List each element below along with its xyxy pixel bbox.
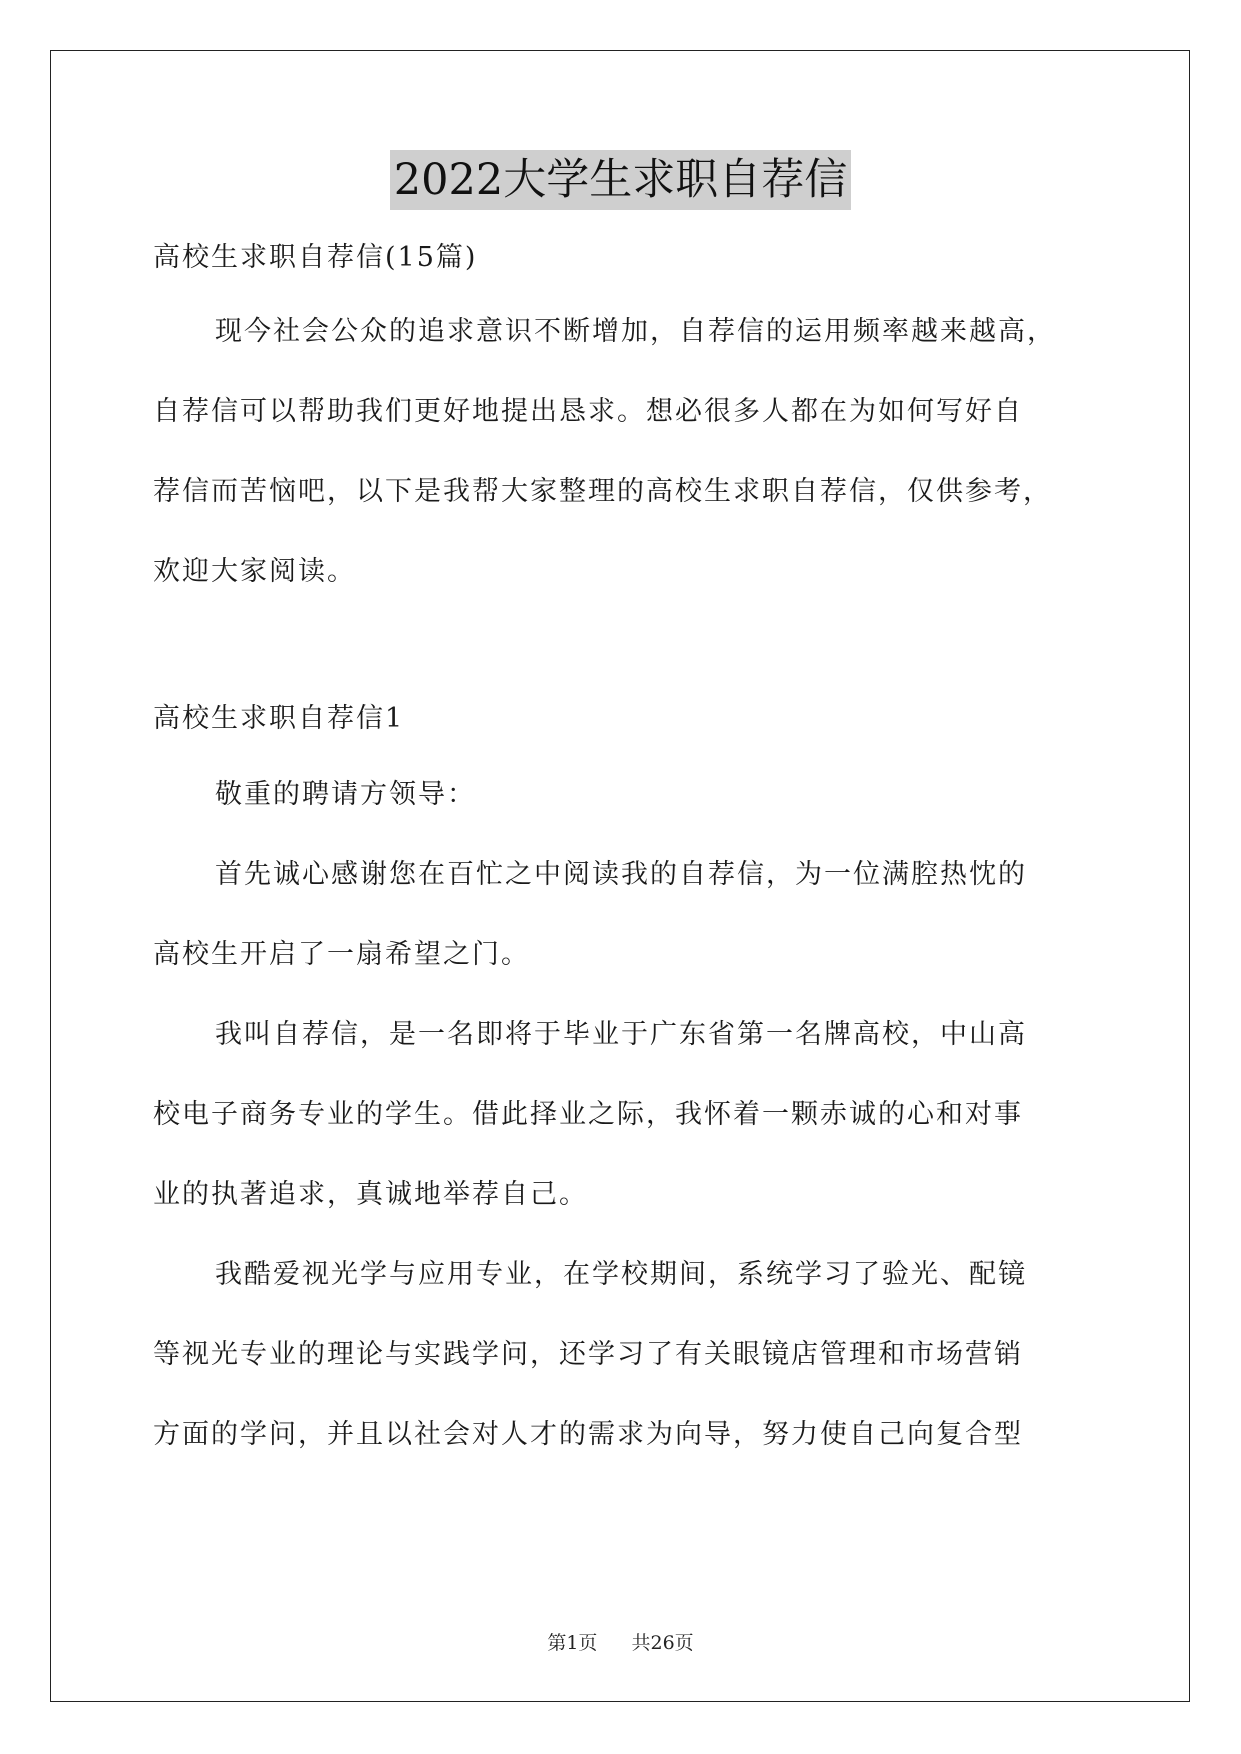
paragraph-line: 高校生开启了一扇希望之门。 <box>153 939 530 970</box>
paragraph-line: 业的执著追求，真诚地举荐自己。 <box>153 1179 588 1210</box>
paragraph-line: 现今社会公众的追求意识不断增加，自荐信的运用频率越来越高， <box>215 316 1056 347</box>
paragraph-line: 校电子商务专业的学生。借此择业之际，我怀着一颗赤诚的心和对事 <box>153 1099 1023 1130</box>
paragraph-line: 自荐信可以帮助我们更好地提出恳求。想必很多人都在为如何写好自 <box>153 396 1023 427</box>
paragraph-line: 我酷爱视光学与应用专业，在学校期间，系统学习了验光、配镜 <box>215 1259 1027 1290</box>
total-pages-label: 共26页 <box>631 1632 694 1654</box>
title-container <box>0 150 1241 210</box>
page-footer <box>0 1630 1241 1656</box>
paragraph-line: 方面的学问，并且以社会对人才的需求为向导，努力使自己向复合型 <box>153 1419 1023 1450</box>
salutation-line: 敬重的聘请方领导： <box>215 779 476 810</box>
section-heading: 高校生求职自荐信1 <box>153 703 405 734</box>
page-number-label: 第1页 <box>547 1632 598 1654</box>
paragraph-line: 我叫自荐信，是一名即将于毕业于广东省第一名牌高校，中山高 <box>215 1019 1027 1050</box>
subtitle-line: 高校生求职自荐信(15篇) <box>153 242 478 273</box>
paragraph-line: 荐信而苦恼吧，以下是我帮大家整理的高校生求职自荐信，仅供参考， <box>153 476 1052 507</box>
paragraph-line: 欢迎大家阅读。 <box>153 556 356 587</box>
paragraph-line: 等视光专业的理论与实践学问，还学习了有关眼镜店管理和市场营销 <box>153 1339 1023 1370</box>
document-title: 2022大学生求职自荐信 <box>390 150 851 210</box>
paragraph-line: 首先诚心感谢您在百忙之中阅读我的自荐信，为一位满腔热忱的 <box>215 859 1027 890</box>
